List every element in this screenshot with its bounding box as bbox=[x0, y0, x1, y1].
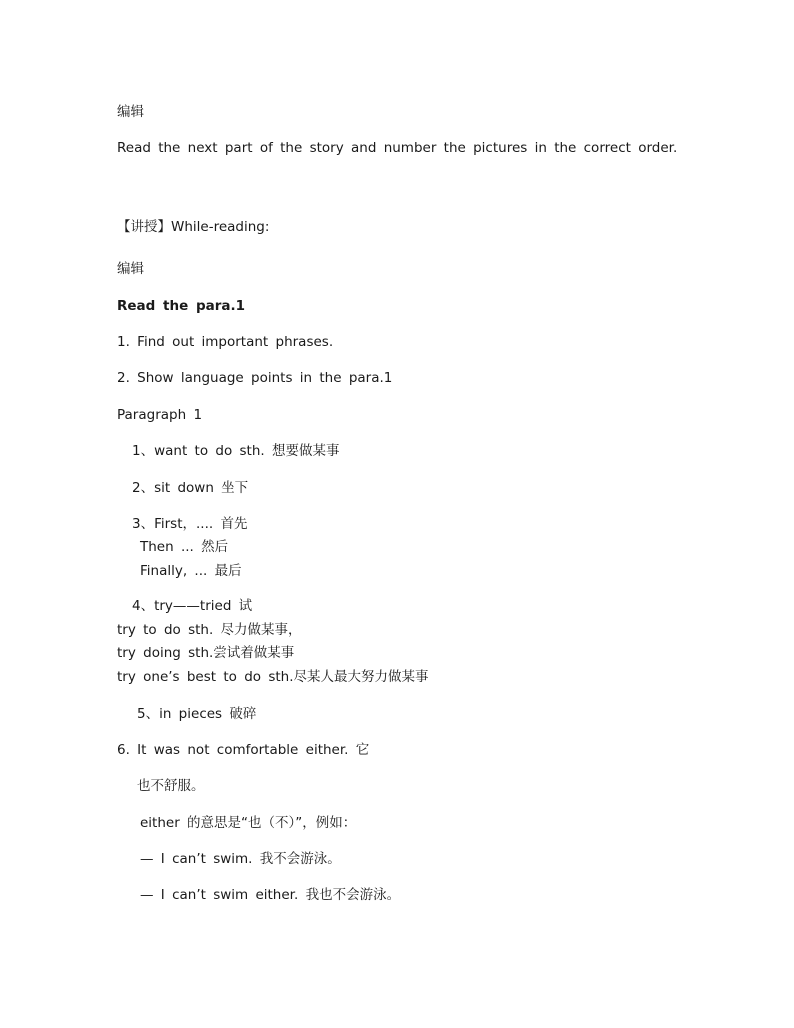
step-item: 2. Show language points in the para.1 bbox=[117, 370, 393, 386]
phrase-item: Then ... 然后 bbox=[140, 539, 229, 555]
phrase-item: 3、First，.... 首先 bbox=[132, 516, 248, 532]
section-heading: 【讲授】While-reading: bbox=[117, 219, 270, 235]
phrase-item: 2、sit down 坐下 bbox=[132, 480, 249, 496]
phrase-item: Finally, ... 最后 bbox=[140, 563, 242, 579]
phrase-item: try doing sth.尝试着做某事 bbox=[117, 645, 295, 661]
edit-label: 编辑 bbox=[117, 104, 144, 120]
instruction-text: Read the next part of the story and number the pictures in the correct order. bbox=[117, 140, 678, 156]
example-line: — I can’t swim either. 我也不会游泳。 bbox=[140, 887, 401, 903]
sentence-translation: 也不舒服。 bbox=[137, 778, 205, 794]
phrase-item: 1、want to do sth. 想要做某事 bbox=[132, 443, 340, 459]
phrase-item: try one’s best to do sth.尽某人最大努力做某事 bbox=[117, 669, 429, 685]
usage-note: either 的意思是“也（不）”，例如： bbox=[140, 815, 357, 831]
example-line: — I can’t swim. 我不会游泳。 bbox=[140, 851, 341, 867]
edit-label: 编辑 bbox=[117, 261, 144, 277]
paragraph-label: Paragraph 1 bbox=[117, 407, 203, 423]
phrase-item: 5、in pieces 破碎 bbox=[137, 706, 257, 722]
step-item: 1. Find out important phrases. bbox=[117, 334, 334, 350]
phrase-item: try to do sth. 尽力做某事， bbox=[117, 622, 302, 638]
sentence-item: 6. It was not comfortable either. 它 bbox=[117, 742, 370, 758]
phrase-item: 4、try——tried 试 bbox=[132, 598, 253, 614]
subheading: Read the para.1 bbox=[117, 298, 246, 314]
